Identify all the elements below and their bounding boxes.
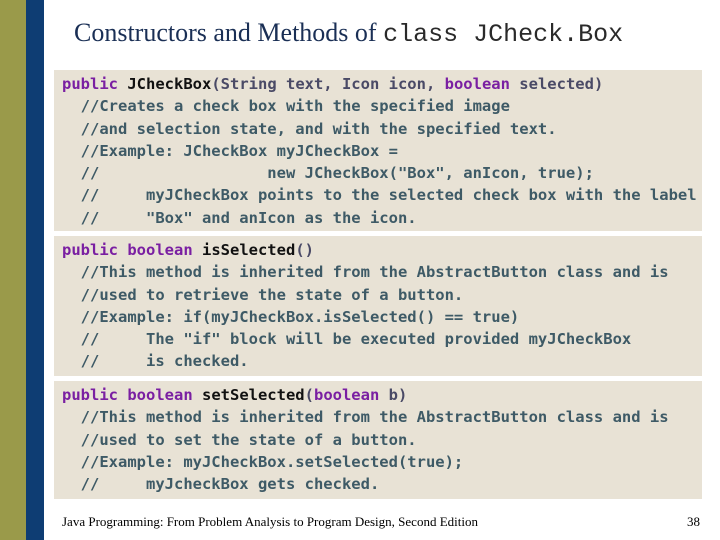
signature-line [62, 384, 669, 406]
title-text: Constructors and Methods of [74, 18, 384, 47]
code-block-isselected [54, 236, 702, 376]
comment-line: //and selection state, and with the specified text. [62, 119, 557, 138]
left-accent-bar [0, 0, 26, 540]
comment-line: // new JCheckBox("Box", anIcon, true); [62, 164, 594, 183]
comment-line: //used to retrieve the state of a button. [62, 285, 464, 304]
params-rest: b) [379, 386, 408, 404]
comment-line: //This method is inherited from the AbstractButton class and is [62, 408, 669, 427]
params: () [295, 241, 314, 259]
signature-line [62, 73, 697, 95]
comment-line: // myJcheckBox gets checked. [62, 475, 380, 494]
comment-line: //Creates a check box with the specified image [62, 97, 510, 116]
slide-title [74, 18, 623, 54]
comment-line: //Example: myJCheckBox.setSelected(true); [62, 452, 464, 471]
method-name: isSelected [192, 241, 296, 259]
comment-line: // "Box" and anIcon as the icon. [62, 208, 417, 227]
params: (String text, Icon icon, [211, 75, 445, 93]
comment-line: // is checked. [62, 352, 249, 371]
left-navy-bar [26, 0, 44, 540]
comment-line: // The "if" block will be executed provided myJCheckBox [62, 330, 632, 349]
comment-line: //This method is inherited from the AbstractButton class and is [62, 263, 669, 282]
page-number: 38 [687, 514, 700, 529]
keyword-public: public [62, 241, 128, 259]
method-name: JCheckBox [127, 75, 212, 93]
title-code: class JCheck.Box [383, 20, 624, 49]
comment-line: // myJCheckBox points to the selected check box with the label [62, 186, 697, 205]
keyword-boolean: boolean [127, 386, 193, 404]
params: ( [304, 386, 314, 404]
params-rest: selected) [509, 75, 604, 93]
footer-text: Java Programming: From Problem Analysis to Program Design, Second Edition [62, 514, 478, 529]
signature-line [62, 239, 669, 261]
keyword-boolean: boolean [127, 241, 193, 259]
keyword-boolean: boolean [444, 75, 510, 93]
comment-line: //Example: if(myJCheckBox.isSelected() == true) [62, 307, 520, 326]
keyword-boolean: boolean [313, 386, 380, 404]
comment-line: //used to set the state of a button. [62, 430, 417, 449]
method-name: setSelected [192, 386, 305, 404]
code-block-setselected [54, 381, 702, 499]
code-block-constructor [54, 70, 702, 231]
keyword-public: public [62, 386, 128, 404]
comment-line: //Example: JCheckBox myJCheckBox = [62, 141, 398, 160]
keyword-public: public [62, 75, 128, 93]
